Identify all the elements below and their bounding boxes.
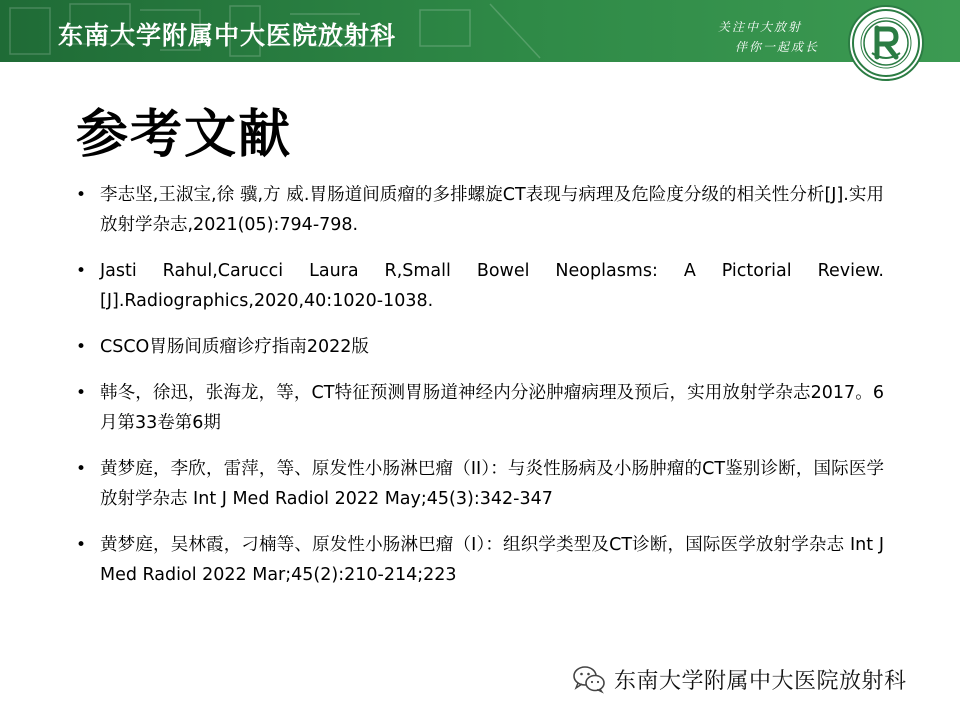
reference-item — [76, 180, 884, 240]
bullet-marker: • — [76, 459, 87, 479]
reference-item — [76, 378, 884, 438]
reference-text: Jasti Rahul,Carucci Laura R,Small Bowel Neoplasms: A Pictorial Review.[J].Radiographics,2020,40:1020-1038. — [100, 261, 884, 311]
header-bar — [0, 0, 960, 62]
reference-text: 黄梦庭，李欣，雷萍，等、原发性小肠淋巴瘤（II）：与炎性肠病及小肠肿瘤的CT鉴别诊断，国际医学放射学杂志 Int J Med Radiol 2022 May;45(3):342-347 — [100, 459, 884, 509]
bullet-marker: • — [76, 337, 87, 357]
reference-text: 李志坚,王淑宝,徐 骥,方 威.胃肠道间质瘤的多排螺旋CT表现与病理及危险度分级的相关性分析[J].实用放射学杂志,2021(05):794-798. — [100, 185, 884, 235]
reference-text: 韩冬，徐迅，张海龙，等，CT特征预测胃肠道神经内分泌肿瘤病理及预后，实用放射学杂志2017。6月第33卷第6期 — [100, 383, 884, 433]
footer-watermark — [572, 662, 907, 696]
bullet-marker: • — [76, 185, 87, 205]
reference-item — [76, 454, 884, 514]
bullet-marker: • — [76, 535, 87, 555]
slogan-line-2: 伴你一起成长 — [735, 40, 820, 54]
hospital-department-title: 东南大学附属中大医院放射科 — [58, 21, 397, 50]
bullet-marker: • — [76, 261, 87, 281]
reference-item — [76, 530, 884, 590]
bullet-marker: • — [76, 383, 87, 403]
page-title: 参考文献 — [76, 105, 293, 165]
logo-emblem-icon — [850, 7, 922, 79]
department-logo — [848, 5, 924, 81]
reference-list — [76, 180, 884, 606]
wechat-icon — [572, 664, 606, 694]
footer-account-name: 东南大学附属中大医院放射科 — [614, 668, 907, 694]
slogan-line-1: 关注中大放射 — [718, 20, 803, 34]
reference-text: CSCO胃肠间质瘤诊疗指南2022版 — [100, 337, 369, 357]
reference-item — [76, 332, 884, 362]
reference-text: 黄梦庭，吴林霞，刁楠等、原发性小肠淋巴瘤（I）：组织学类型及CT诊断，国际医学放射学杂志 Int J Med Radiol 2022 Mar;45(2):210-214;223 — [100, 535, 884, 585]
reference-item — [76, 256, 884, 316]
